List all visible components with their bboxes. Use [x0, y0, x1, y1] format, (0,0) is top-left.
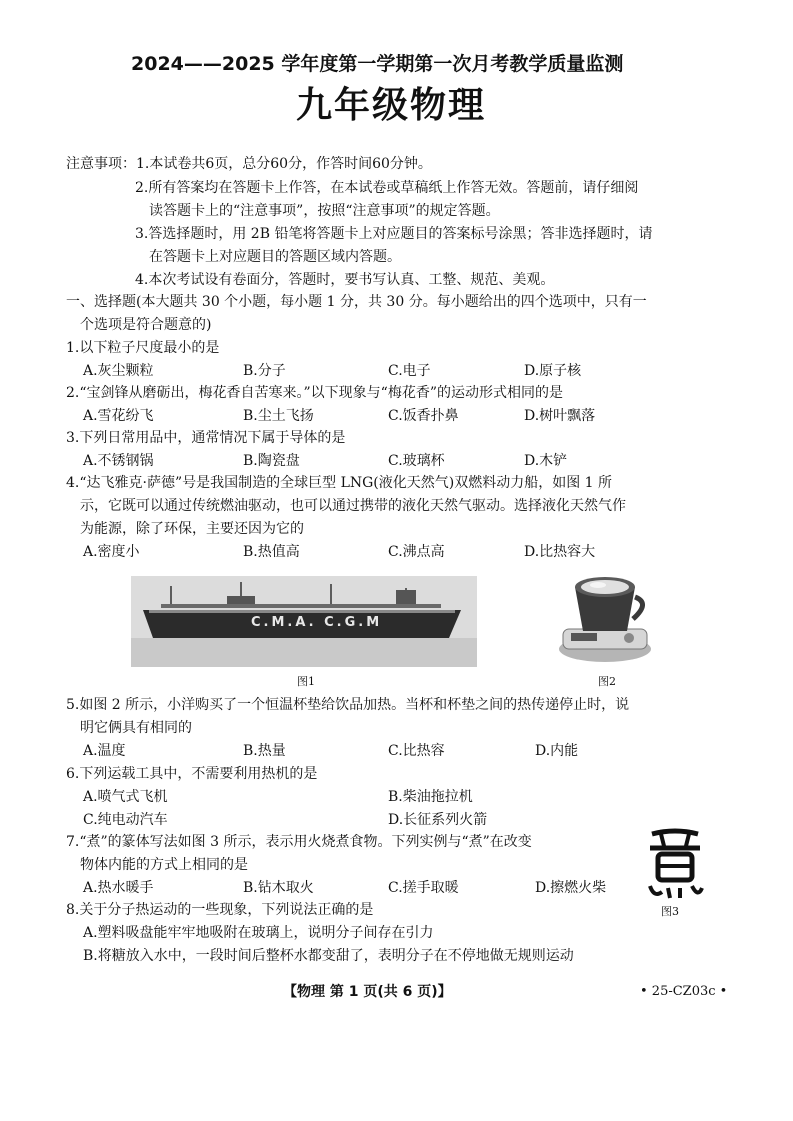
q4-option-d: D.比热容大 — [524, 544, 596, 560]
q5-option-a: A.温度 — [83, 743, 126, 759]
q7-option-c: C.搓手取暖 — [388, 880, 459, 896]
note-line-3: 读答题卡上的“注意事项”，按照“注意事项”的规定答题。 — [149, 203, 500, 219]
cup-warmer-illustration — [553, 567, 657, 667]
figure-1-ship-photo — [131, 576, 477, 667]
q6-option-c: C.纯电动汽车 — [83, 812, 168, 828]
ship-hull-lettering: C.M.A. C.G.M — [251, 615, 383, 630]
section-heading-cont: 个选项是符合题意的) — [80, 317, 212, 333]
subject-title: 九年级物理 — [296, 85, 487, 126]
question-6-stem: 6.下列运载工具中，不需要利用热机的是 — [66, 766, 318, 782]
q7-option-a: A.热水暖手 — [83, 880, 154, 896]
question-4-line-2: 示，它既可以通过传统燃油驱动，也可以通过携带的液化天然气驱动。选择液化天然气作 — [80, 498, 626, 514]
note-line-2: 2.所有答案均在答题卡上作答，在本试卷或草稿纸上作答无效。答题前，请仔细阅 — [135, 180, 639, 196]
question-1-stem: 1.以下粒子尺度最小的是 — [66, 340, 220, 356]
q7-option-b: B.钻木取火 — [243, 880, 314, 896]
q6-option-a: A.喷气式飞机 — [83, 789, 168, 805]
q1-option-a: A.灰尘颗粒 — [83, 363, 154, 379]
q8-option-a: A.塑料吸盘能牢牢地吸附在玻璃上，说明分子间存在引力 — [83, 925, 434, 941]
figure-2-caption: 图2 — [598, 675, 616, 688]
q3-option-c: C.玻璃杯 — [388, 453, 445, 469]
exam-title: 2024——2025 学年度第一学期第一次月考教学质量监测 — [131, 53, 624, 75]
q7-option-d: D.擦燃火柴 — [535, 880, 607, 896]
question-5-line-1: 5.如图 2 所示，小洋购买了一个恒温杯垫给饮品加热。当杯和杯垫之间的热传递停止时，说 — [66, 697, 630, 713]
question-7-line-2: 物体内能的方式上相同的是 — [80, 857, 248, 873]
note-line-4: 3.答选择题时，用 2B 铅笔将答题卡上对应题目的答案标号涂黑；答非选择题时，请 — [135, 226, 653, 242]
q4-option-a: A.密度小 — [83, 544, 140, 560]
q2-option-d: D.树叶飘落 — [524, 408, 596, 424]
q5-option-c: C.比热容 — [388, 743, 445, 759]
q6-option-d: D.长征系列火箭 — [388, 812, 488, 828]
section-heading: 一、选择题(本大题共 30 个小题，每小题 1 分，共 30 分。每小题给出的四个选项中，只有一 — [66, 294, 647, 310]
seal-script-zhu-glyph — [640, 826, 710, 902]
q3-option-d: D.木铲 — [524, 453, 568, 469]
figure-2-cup-warmer-photo — [553, 567, 657, 667]
figure-3-caption: 图3 — [661, 905, 679, 918]
q4-option-c: C.沸点高 — [388, 544, 445, 560]
note-line-5: 在答题卡上对应题目的答题区域内答题。 — [149, 249, 401, 265]
footer-code: • 25-CZ03c • — [640, 984, 728, 999]
question-4-line-1: 4.“达飞雅克·萨德”号是我国制造的全球巨型 LNG(液化天然气)双燃料动力船，如图 1 所 — [66, 475, 613, 491]
q5-option-d: D.内能 — [535, 743, 579, 759]
q3-option-a: A.不锈钢锅 — [83, 453, 154, 469]
q1-option-b: B.分子 — [243, 363, 286, 379]
q3-option-b: B.陶瓷盘 — [243, 453, 300, 469]
question-4-line-3: 为能源，除了环保，主要还因为它的 — [80, 521, 304, 537]
q2-option-a: A.雪花纷飞 — [83, 408, 154, 424]
question-2-stem: 2.“宝剑锋从磨砺出，梅花香自苦寒来。”以下现象与“梅花香”的运动形式相同的是 — [66, 385, 563, 401]
question-7-line-1: 7.“煮”的篆体写法如图 3 所示，表示用火烧煮食物。下列实例与“煮”在改变 — [66, 834, 532, 850]
q5-option-b: B.热量 — [243, 743, 286, 759]
note-line-1: 注意事项：1.本试卷共6页，总分60分，作答时间60分钟。 — [66, 156, 432, 172]
footer-page-label: 【物理 第 1 页(共 6 页)】 — [283, 984, 452, 1000]
figure-3-seal-script — [640, 826, 710, 902]
q2-option-c: C.饭香扑鼻 — [388, 408, 459, 424]
question-5-line-2: 明它俩具有相同的 — [80, 720, 192, 736]
q4-option-b: B.热值高 — [243, 544, 300, 560]
q1-option-d: D.原子核 — [524, 363, 582, 379]
question-8-stem: 8.关于分子热运动的一些现象，下列说法正确的是 — [66, 902, 374, 918]
q1-option-c: C.电子 — [388, 363, 431, 379]
q2-option-b: B.尘土飞扬 — [243, 408, 314, 424]
figure-1-caption: 图1 — [297, 675, 315, 688]
question-3-stem: 3.下列日常用品中，通常情况下属于导体的是 — [66, 430, 346, 446]
q8-option-b: B.将糖放入水中，一段时间后整杯水都变甜了，表明分子在不停地做无规则运动 — [83, 948, 574, 964]
note-line-6: 4.本次考试设有卷面分，答题时，要书写认真、工整、规范、美观。 — [135, 272, 555, 288]
q6-option-b: B.柴油拖拉机 — [388, 789, 473, 805]
